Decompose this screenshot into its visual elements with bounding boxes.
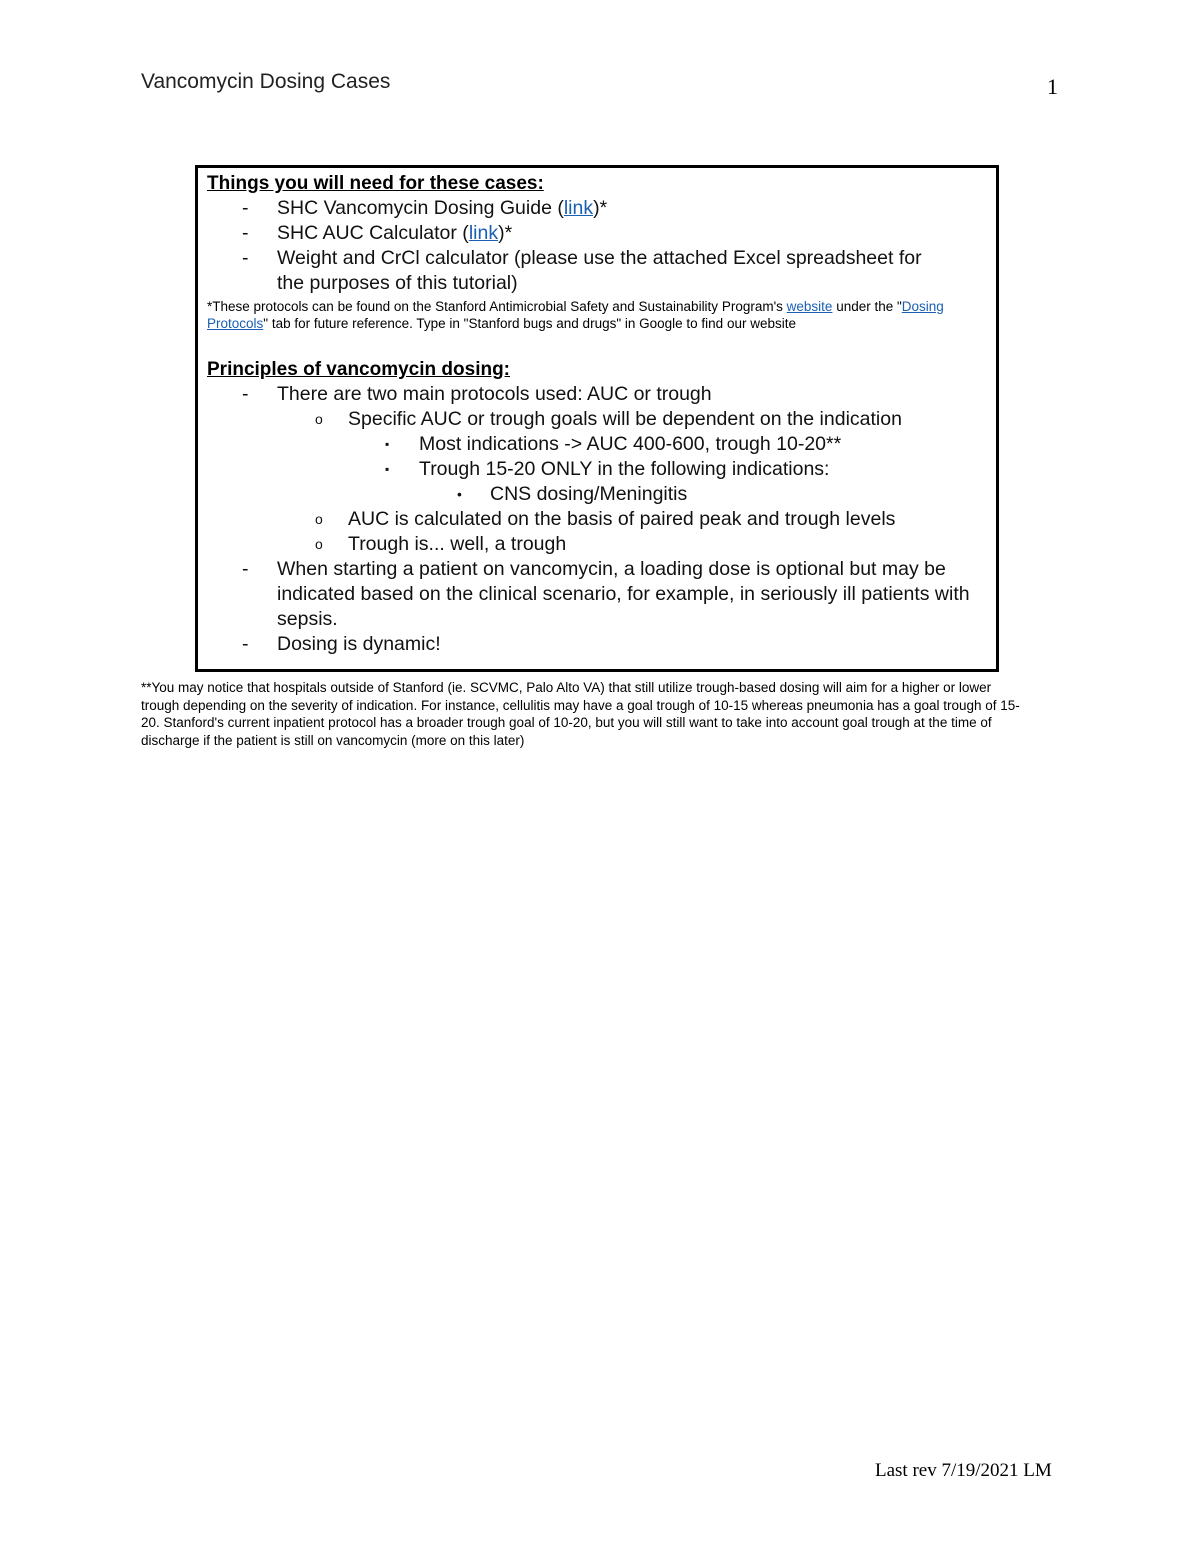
list-item-text-line1: Weight and CrCl calculator (please use the attached Excel spreadsheet for xyxy=(277,247,922,269)
square-bullet-icon: ▪ xyxy=(385,462,390,476)
circle-marker: o xyxy=(315,536,323,552)
dash-marker: - xyxy=(242,247,249,269)
list-item-text: AUC is calculated on the basis of paired peak and trough levels xyxy=(348,508,896,530)
info-box xyxy=(195,165,999,672)
auc-calculator-link[interactable]: link xyxy=(468,222,499,244)
list-item xyxy=(207,457,988,482)
list-item-text-line2: the purposes of this tutorial) xyxy=(277,272,518,294)
dash-marker: - xyxy=(242,383,249,405)
list-item-suffix: )* xyxy=(498,222,513,244)
note-text: " tab for future reference. Type in "Stanford bugs and drugs" in Google to find our website xyxy=(263,316,796,331)
list-item-text: CNS dosing/Meningitis xyxy=(490,483,688,505)
list-item-text: When starting a patient on vancomycin, a loading dose is optional but may be indicated based on the clinical scenario, for example, in seriously ill patients with sepsis. xyxy=(277,558,970,630)
protocols-note xyxy=(207,298,988,332)
list-item-text: Specific AUC or trough goals will be dependent on the indication xyxy=(348,408,902,430)
dash-marker: - xyxy=(242,222,249,244)
dash-marker: - xyxy=(242,633,249,655)
list-item xyxy=(207,482,988,507)
section-heading-principles: Principles of vancomycin dosing: xyxy=(207,359,511,380)
square-bullet-icon: ▪ xyxy=(385,437,390,451)
list-item-text: Trough 15-20 ONLY in the following indications: xyxy=(419,458,830,480)
list-item xyxy=(207,196,988,221)
note-text: under the " xyxy=(832,299,902,314)
list-item xyxy=(207,557,988,632)
list-item-text: SHC AUC Calculator ( xyxy=(277,222,469,244)
list-item xyxy=(207,221,988,246)
dosing-guide-link[interactable]: link xyxy=(563,197,594,219)
circle-marker: o xyxy=(315,511,323,527)
revision-footer: Last rev 7/19/2021 LM xyxy=(875,1460,1052,1481)
list-item xyxy=(207,432,988,457)
dot-bullet-icon: • xyxy=(457,486,462,502)
list-item-suffix: )* xyxy=(593,197,608,219)
section-heading-needs: Things you will need for these cases: xyxy=(207,173,544,194)
header-title: Vancomycin Dosing Cases xyxy=(141,70,391,93)
website-link[interactable]: website xyxy=(786,299,833,314)
list-item xyxy=(207,382,988,407)
dash-marker: - xyxy=(242,197,249,219)
list-item-text: Trough is... well, a trough xyxy=(348,533,567,555)
list-item-text: There are two main protocols used: AUC or trough xyxy=(277,383,712,405)
circle-marker: o xyxy=(315,411,323,427)
list-item-text: Most indications -> AUC 400-600, trough 10-20** xyxy=(419,433,842,455)
note-text: *These protocols can be found on the Stanford Antimicrobial Safety and Sustainability Program's xyxy=(207,299,787,314)
list-item xyxy=(207,507,988,532)
list-item xyxy=(207,532,988,557)
list-item xyxy=(207,246,988,296)
page-number: 1 xyxy=(1047,74,1058,99)
spacer xyxy=(207,332,988,358)
list-item-text: SHC Vancomycin Dosing Guide ( xyxy=(277,197,564,219)
footnote: **You may notice that hospitals outside of Stanford (ie. SCVMC, Palo Alto VA) that still utilize trough-based dosing will aim for a higher or lower trough depending on the severity of indication. For instance, cellulitis may have a goal trough of 10-15 whereas pneumonia has a goal trough of 15-20. Stanford's current inpatient protocol has a broader trough goal of 10-20, but you will still want to take into account goal trough at the time of discharge if the patient is still on vancomycin (more on this later) xyxy=(141,680,1020,748)
dash-marker: - xyxy=(242,558,249,580)
list-item xyxy=(207,407,988,432)
list-item xyxy=(207,632,988,657)
dosing-protocols-link[interactable]: Dosing Protocols xyxy=(207,299,944,331)
list-item-text: Dosing is dynamic! xyxy=(277,633,441,655)
